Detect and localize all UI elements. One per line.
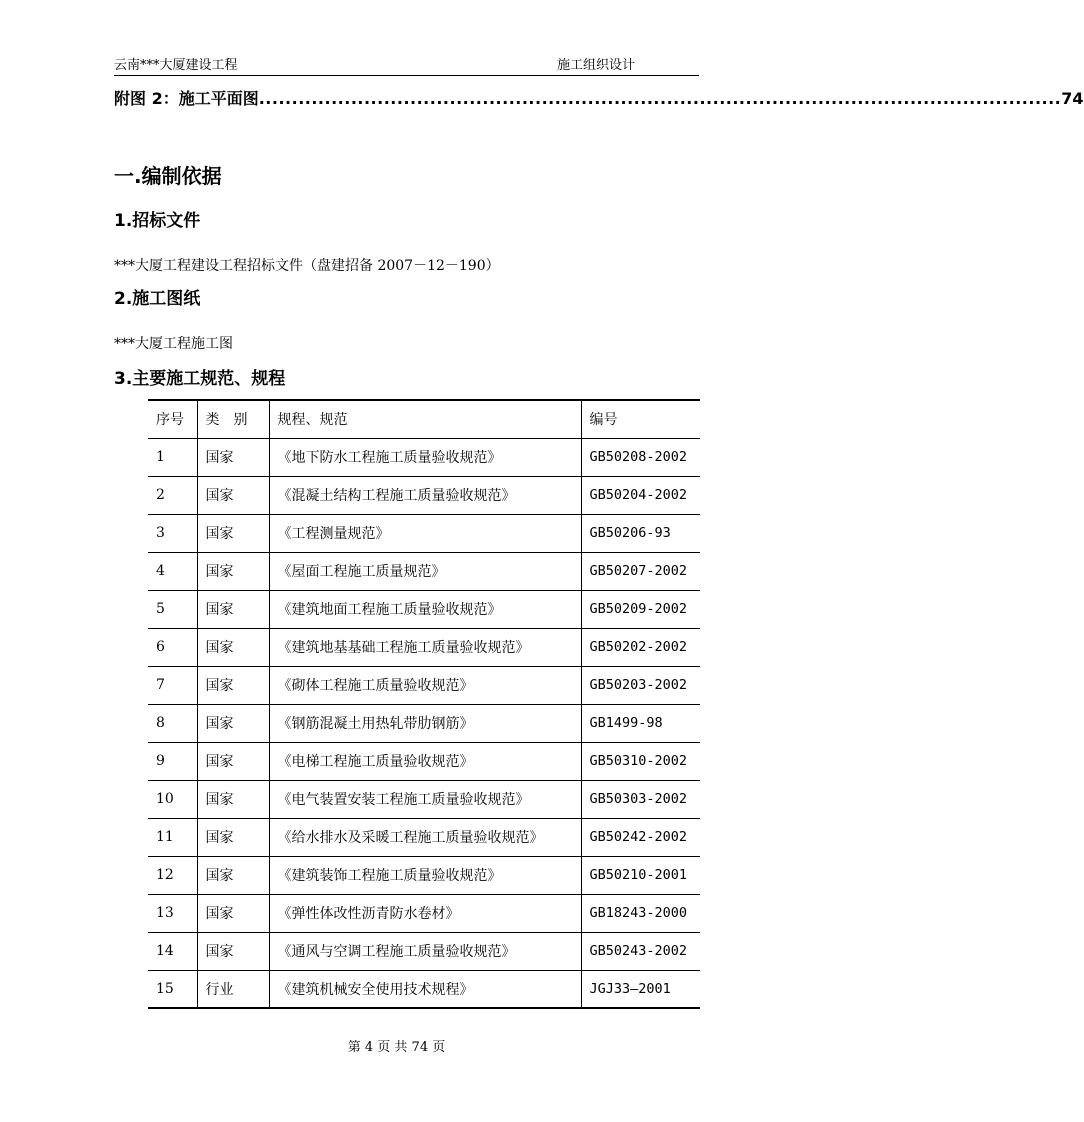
subsection-3-title: 3.主要施工规范、规程 — [114, 369, 286, 389]
row-code-cell: GB1499-98 — [581, 704, 700, 742]
row-code-cell: GB50206-93 — [581, 514, 700, 552]
toc-entry-label: 附图 2：施工平面图 — [114, 89, 259, 108]
row-index-cell: 5 — [148, 590, 197, 628]
row-index-cell: 6 — [148, 628, 197, 666]
row-code-cell: JGJ33—2001 — [581, 970, 700, 1008]
table-row — [148, 628, 700, 666]
row-category-cell: 国家 — [197, 856, 269, 894]
row-code-cell: GB50202-2002 — [581, 628, 700, 666]
toc-page-number: 74 — [1061, 89, 1084, 108]
row-index-cell: 15 — [148, 970, 197, 1008]
row-category-cell: 行业 — [197, 970, 269, 1008]
row-index-cell: 14 — [148, 932, 197, 970]
row-index-cell: 9 — [148, 742, 197, 780]
toc-leader-dots: .......................................................................................................................... — [258, 89, 1062, 108]
table-row — [148, 590, 700, 628]
row-category-cell: 国家 — [197, 476, 269, 514]
table-row — [148, 514, 700, 552]
header-cell-category: 类 别 — [197, 400, 269, 438]
table-row — [148, 780, 700, 818]
row-category-cell: 国家 — [197, 894, 269, 932]
standards-table — [148, 399, 700, 1009]
row-standard-cell: 《屋面工程施工质量规范》 — [269, 552, 581, 590]
row-code-cell: GB50310-2002 — [581, 742, 700, 780]
row-category-cell: 国家 — [197, 514, 269, 552]
row-category-cell: 国家 — [197, 628, 269, 666]
row-code-cell: GB50203-2002 — [581, 666, 700, 704]
row-standard-cell: 《电梯工程施工质量验收规范》 — [269, 742, 581, 780]
table-row — [148, 704, 700, 742]
table-row — [148, 932, 700, 970]
row-standard-cell: 《建筑地面工程施工质量验收规范》 — [269, 590, 581, 628]
row-standard-cell: 《地下防水工程施工质量验收规范》 — [269, 438, 581, 476]
row-code-cell: GB18243-2000 — [581, 894, 700, 932]
row-category-cell: 国家 — [197, 780, 269, 818]
header-cell-index: 序号 — [148, 400, 197, 438]
header-cell-standard: 规程、规范 — [269, 400, 581, 438]
row-category-cell: 国家 — [197, 438, 269, 476]
row-standard-cell: 《建筑装饰工程施工质量验收规范》 — [269, 856, 581, 894]
row-code-cell: GB50209-2002 — [581, 590, 700, 628]
table-row — [148, 742, 700, 780]
row-category-cell: 国家 — [197, 818, 269, 856]
row-code-cell: GB50210-2001 — [581, 856, 700, 894]
row-code-cell: GB50208-2002 — [581, 438, 700, 476]
table-row — [148, 818, 700, 856]
page-footer: 第 4 页 共 74 页 — [347, 1040, 446, 1055]
table-row — [148, 666, 700, 704]
row-index-cell: 13 — [148, 894, 197, 932]
subsection-1-text: ***大厦工程建设工程招标文件（盘建招备 2007－12－190） — [114, 258, 500, 274]
header-project-title: 云南***大厦建设工程 — [114, 58, 238, 73]
row-category-cell: 国家 — [197, 590, 269, 628]
table-row — [148, 476, 700, 514]
row-index-cell: 2 — [148, 476, 197, 514]
subsection-2-title: 2.施工图纸 — [114, 289, 201, 309]
row-index-cell: 12 — [148, 856, 197, 894]
row-code-cell: GB50303-2002 — [581, 780, 700, 818]
row-code-cell: GB50242-2002 — [581, 818, 700, 856]
row-standard-cell: 《混凝土结构工程施工质量验收规范》 — [269, 476, 581, 514]
row-standard-cell: 《通风与空调工程施工质量验收规范》 — [269, 932, 581, 970]
table-row — [148, 856, 700, 894]
row-standard-cell: 《弹性体改性沥青防水卷材》 — [269, 894, 581, 932]
row-category-cell: 国家 — [197, 552, 269, 590]
section-title: 一.编制依据 — [114, 164, 222, 188]
table-row — [148, 552, 700, 590]
row-index-cell: 4 — [148, 552, 197, 590]
row-code-cell: GB50204-2002 — [581, 476, 700, 514]
row-standard-cell: 《工程测量规范》 — [269, 514, 581, 552]
table-row — [148, 438, 700, 476]
table-header-row — [148, 400, 700, 438]
row-standard-cell: 《建筑地基基础工程施工质量验收规范》 — [269, 628, 581, 666]
table-row — [148, 894, 700, 932]
row-index-cell: 1 — [148, 438, 197, 476]
row-index-cell: 3 — [148, 514, 197, 552]
row-index-cell: 7 — [148, 666, 197, 704]
header-cell-code: 编号 — [581, 400, 700, 438]
toc-entry[interactable] — [114, 88, 1084, 110]
row-standard-cell: 《砌体工程施工质量验收规范》 — [269, 666, 581, 704]
row-category-cell: 国家 — [197, 742, 269, 780]
row-category-cell: 国家 — [197, 666, 269, 704]
row-standard-cell: 《建筑机械安全使用技术规程》 — [269, 970, 581, 1008]
page-header — [114, 57, 699, 76]
row-standard-cell: 《电气装置安装工程施工质量验收规范》 — [269, 780, 581, 818]
row-category-cell: 国家 — [197, 704, 269, 742]
row-standard-cell: 《钢筋混凝土用热轧带肋钢筋》 — [269, 704, 581, 742]
subsection-2-text: ***大厦工程施工图 — [114, 336, 233, 352]
row-index-cell: 10 — [148, 780, 197, 818]
header-doc-title: 施工组织设计 — [557, 58, 636, 73]
row-category-cell: 国家 — [197, 932, 269, 970]
row-standard-cell: 《给水排水及采暖工程施工质量验收规范》 — [269, 818, 581, 856]
row-code-cell: GB50207-2002 — [581, 552, 700, 590]
table-row — [148, 970, 700, 1008]
row-index-cell: 11 — [148, 818, 197, 856]
row-code-cell: GB50243-2002 — [581, 932, 700, 970]
row-index-cell: 8 — [148, 704, 197, 742]
subsection-1-title: 1.招标文件 — [114, 211, 201, 231]
